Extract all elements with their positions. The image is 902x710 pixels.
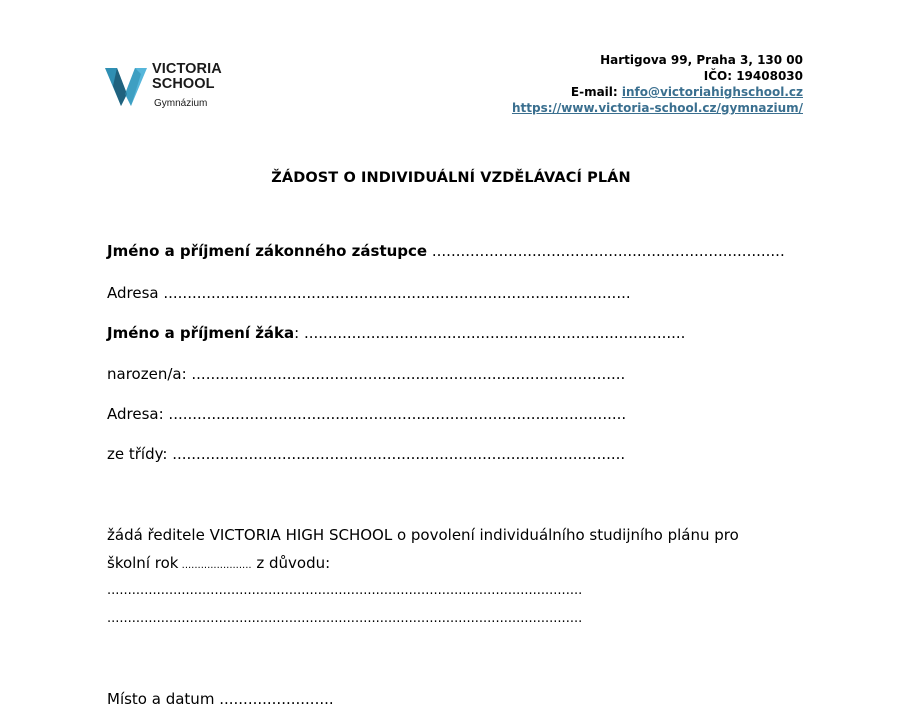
address2-dots: ................................................................................................: [163, 405, 627, 423]
school-logo: [103, 62, 243, 112]
request-line1: žádá ředitele VICTORIA HIGH SCHOOL o povolení individuálního studijního plánu pro: [107, 526, 739, 544]
class-label: ze třídy:: [107, 445, 168, 463]
student-dots: ................................................................................: [299, 324, 686, 342]
reason-line2: ...................................................................................................................: [107, 611, 583, 626]
reason-label: z důvodu:: [251, 554, 331, 572]
logo-subtitle: Gymnázium: [154, 98, 208, 109]
place-date-label: Místo a datum: [107, 690, 215, 708]
contact-ico: IČO: 19408030: [703, 69, 803, 83]
reason-line1: ...................................................................................................................: [107, 583, 583, 598]
contact-block: [512, 52, 803, 116]
born-field: [107, 365, 625, 383]
logo-brand-text: [152, 62, 222, 92]
guardian-field: [107, 242, 785, 260]
student-label: Jméno a příjmení žáka: [107, 324, 295, 342]
address2-field: [107, 405, 626, 423]
class-dots: ...............................................................................................: [167, 445, 626, 463]
contact-address: Hartigova 99, Praha 3, 130 00: [600, 53, 803, 67]
address1-field: [107, 284, 631, 302]
logo-brand-line1: VICTORIA: [152, 61, 222, 77]
contact-website-link[interactable]: https://www.victoria-school.cz/gymnazium/: [511, 101, 803, 115]
born-dots: ...........................................................................................: [186, 365, 626, 383]
place-date-field: [107, 690, 334, 708]
address1-label: Adresa: [107, 284, 159, 302]
guardian-dots: ..........................................................................: [427, 242, 785, 260]
contact-email-label: E-mail:: [570, 85, 622, 99]
student-colon: :: [294, 324, 300, 342]
contact-email-link[interactable]: info@victoriahighschool.cz: [621, 85, 803, 99]
school-year-row: [107, 554, 330, 572]
student-field: [107, 324, 685, 342]
school-year-dots: ......................: [178, 560, 252, 571]
document-title: ŽÁDOST O INDIVIDUÁLNÍ VZDĚLÁVACÍ PLÁN: [271, 170, 631, 186]
guardian-label: Jméno a příjmení zákonného zástupce: [107, 242, 428, 260]
address1-dots: ..................................................................................................: [158, 284, 631, 302]
logo-brand-line2: SCHOOL: [152, 76, 215, 92]
address2-label: Adresa:: [107, 405, 164, 423]
place-date-dots: ........................: [214, 690, 334, 708]
born-label: narozen/a:: [107, 365, 187, 383]
school-year-label: školní rok: [107, 554, 179, 572]
victoria-v-logo-icon: [103, 64, 149, 108]
contact-website-row: [512, 100, 803, 116]
contact-email-row: [512, 84, 803, 100]
class-field: [107, 445, 625, 463]
